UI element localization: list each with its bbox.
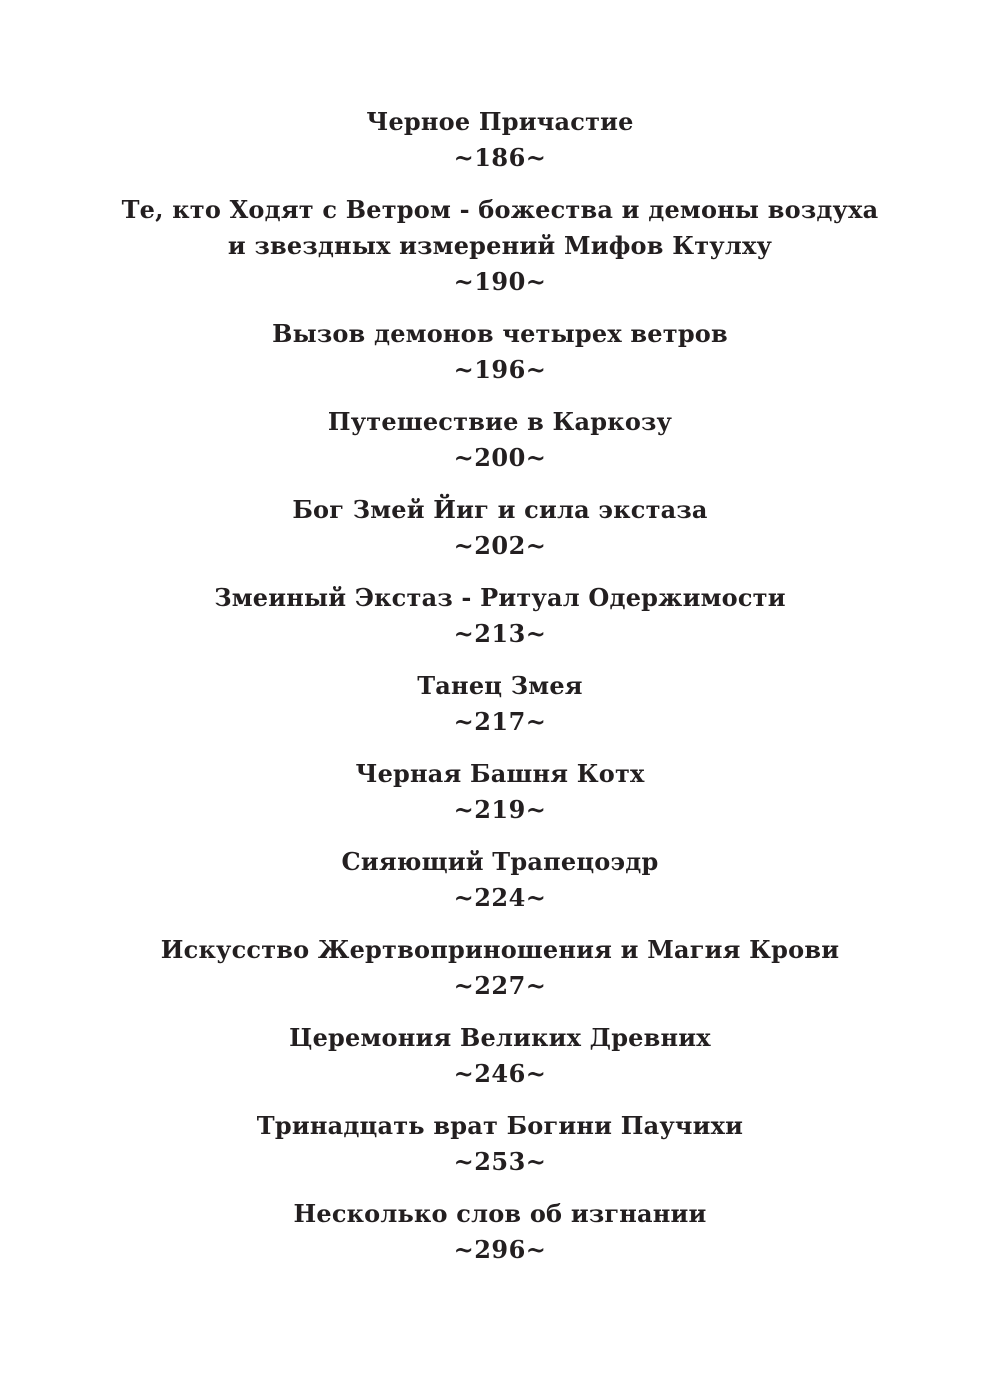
toc-entry-page-number: ~186~ (453, 143, 547, 172)
toc-entry-page-number: ~213~ (453, 619, 547, 648)
toc-entry-title: Танец Змея (417, 671, 583, 700)
toc-entry-title: Путешествие в Каркозу (327, 407, 673, 436)
toc-entry-title: Церемония Великих Древних (289, 1023, 711, 1052)
toc-entry-page-number: ~227~ (453, 971, 547, 1000)
toc-entry-page-number: ~253~ (453, 1147, 547, 1176)
toc-entry[interactable] (0, 404, 1000, 476)
toc-entry-title: Вызов демонов четырех ветров (272, 319, 728, 348)
toc-entry[interactable] (0, 932, 1000, 1004)
toc-entry[interactable] (0, 580, 1000, 652)
toc-entry-page-number: ~202~ (453, 531, 547, 560)
toc-entry-page-number: ~200~ (453, 443, 547, 472)
toc-entry[interactable] (0, 1196, 1000, 1268)
toc-entry-page-number: ~224~ (453, 883, 547, 912)
toc-entry-title: Черная Башня Котх (355, 759, 645, 788)
toc-entry-title: Тринадцать врат Богини Паучихи (256, 1111, 744, 1140)
toc-entry[interactable] (0, 104, 1000, 176)
toc-entry[interactable] (0, 1108, 1000, 1180)
toc-entry-page-number: ~196~ (453, 355, 547, 384)
toc-entry-title: Змеиный Экстаз - Ритуал Одержимости (214, 583, 786, 612)
toc-entry[interactable] (0, 492, 1000, 564)
toc-entry-title: Сияющий Трапецоэдр (341, 847, 659, 876)
toc-entry-page-number: ~190~ (453, 267, 547, 296)
toc-entry-title: Бог Змей Йиг и сила экстаза (292, 495, 708, 524)
toc-entry-page-number: ~296~ (453, 1235, 547, 1264)
toc-entry[interactable] (0, 1020, 1000, 1092)
toc-entry[interactable] (0, 192, 1000, 300)
toc-entry-title: Несколько слов об изгнании (293, 1199, 707, 1228)
toc-entry-title: Черное Причастие (366, 107, 634, 136)
toc-entry-page-number: ~219~ (453, 795, 547, 824)
toc-entry[interactable] (0, 844, 1000, 916)
toc-entry[interactable] (0, 668, 1000, 740)
toc-entry-title-continuation: и звездных измерений Мифов Ктулху (227, 231, 773, 260)
table-of-contents (0, 104, 1000, 1284)
toc-entry-page-number: ~246~ (453, 1059, 547, 1088)
toc-entry-title: Те, кто Ходят с Ветром - божества и демоны воздуха (121, 195, 879, 224)
toc-entry[interactable] (0, 316, 1000, 388)
toc-entry-title: Искусство Жертвоприношения и Магия Крови (160, 935, 840, 964)
toc-entry-page-number: ~217~ (453, 707, 547, 736)
toc-entry[interactable] (0, 756, 1000, 828)
